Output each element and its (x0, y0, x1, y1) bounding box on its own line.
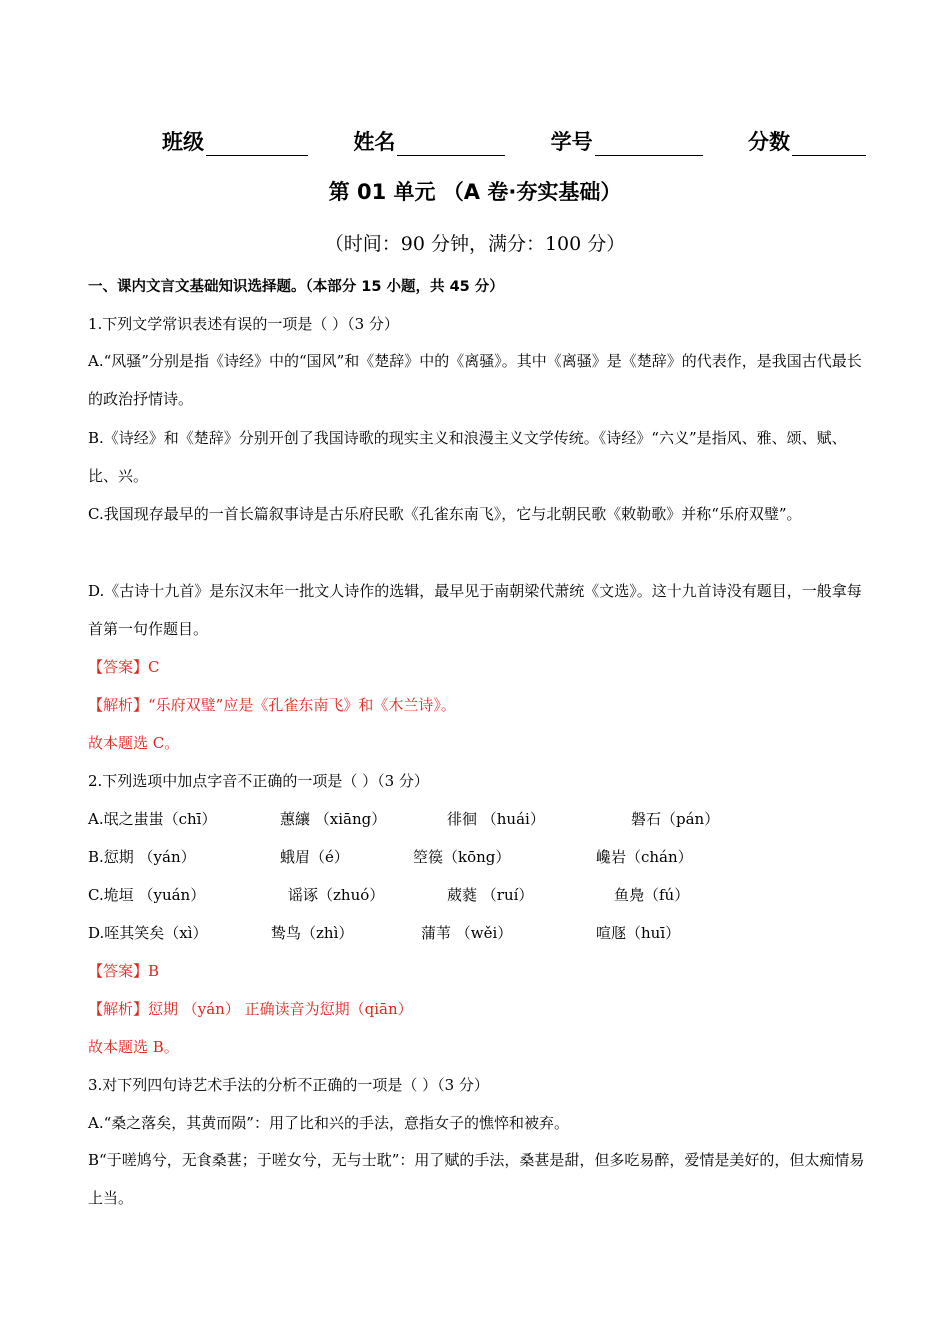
option-item: 蛾眉（é） (280, 848, 349, 866)
question-3-option-b: B“于嗟鸠兮，无食桑葚；于嗟女兮，无与士耽”：用了赋的手法，桑葚是甜，但多吃易醉，爱情是美好的，但太痴情易上当。 (88, 1151, 865, 1207)
name-field[interactable] (353, 126, 505, 156)
page-subtitle: （时间：90 分钟，满分：100 分） (324, 233, 626, 255)
class-field[interactable] (162, 126, 308, 156)
option-item: A.氓之蚩蚩（chī） (88, 810, 217, 828)
option-item: C.垝垣 （yuán） (88, 886, 206, 904)
option-item: 鸷鸟（zhì） (271, 924, 354, 942)
score-field[interactable] (748, 126, 866, 156)
student-id-label: 学号 (550, 130, 593, 154)
option-item: 箜篌（kōng） (413, 848, 511, 866)
option-item: 葳蕤 （ruí） (447, 886, 534, 904)
option-item: 鱼鳧（fú） (614, 886, 690, 904)
question-1-answer: 【答案】C (88, 658, 160, 676)
option-item: 磐石（pán） (631, 810, 720, 828)
option-item: 蒲苇 （wěi） (421, 924, 513, 942)
score-blank[interactable] (792, 133, 866, 156)
question-3-stem: 3.对下列四句诗艺术手法的分析不正确的一项是（ ）（3 分） (88, 1076, 489, 1094)
question-2-stem: 2.下列选项中加点字音不正确的一项是（ ）（3 分） (88, 772, 429, 790)
question-2-conclusion: 故本题选 B。 (88, 1038, 179, 1056)
student-info-header (162, 126, 866, 156)
option-item: B.愆期 （yán） (88, 848, 196, 866)
question-1-option-b: B.《诗经》和《楚辞》分别开创了我国诗歌的现实主义和浪漫主义文学传统。《诗经》“六义”是指风、雅、颂、赋、比、兴。 (88, 429, 847, 485)
question-1-analysis: 【解析】“乐府双璧”应是《孔雀东南飞》和《木兰诗》。 (88, 696, 456, 714)
question-2-answer: 【答案】B (88, 962, 160, 980)
class-label: 班级 (162, 130, 204, 154)
option-item: 徘徊 （huái） (447, 810, 545, 828)
class-blank[interactable] (206, 133, 308, 156)
page-title: 第 01 单元 （A 卷·夯实基础） (328, 180, 622, 204)
question-3-option-a: A.“桑之落矣，其黄而陨”：用了比和兴的手法，意指女子的憔悴和被弃。 (88, 1114, 569, 1132)
section-heading: 一、课内文言文基础知识选择题。（本部分 15 小题，共 45 分） (88, 279, 504, 295)
option-item: 喧豗（huī） (596, 924, 681, 942)
question-1-stem: 1.下列文学常识表述有误的一项是（ ）（3 分） (88, 315, 399, 333)
question-1-option-a: A.“风骚”分别是指《诗经》中的“国风”和《楚辞》中的《离骚》。其中《离骚》是《楚辞》的代表作，是我国古代最长的政治抒情诗。 (88, 352, 862, 408)
student-id-field[interactable] (551, 126, 703, 156)
name-blank[interactable] (397, 133, 505, 156)
option-item: 蕙纕 （xiāng） (280, 810, 387, 828)
question-1-option-d: D.《古诗十九首》是东汉末年一批文人诗作的选辑，最早见于南朝梁代萧统《文选》。这十九首诗没有题目，一般拿每首第一句作题目。 (88, 582, 862, 638)
question-1-conclusion: 故本题选 C。 (88, 734, 180, 752)
question-1-option-c: C.我国现存最早的一首长篇叙事诗是古乐府民歌《孔雀东南飞》，它与北朝民歌《敕勒歌》并称“乐府双璧”。 (88, 505, 802, 523)
score-label: 分数 (747, 130, 790, 154)
name-label: 姓名 (353, 130, 396, 154)
question-2-analysis: 【解析】愆期 （yán） 正确读音为愆期（qiān） (88, 1000, 413, 1018)
option-item: D.咥其笑矣（xì） (88, 924, 208, 942)
student-id-blank[interactable] (595, 133, 703, 156)
option-item: 巉岩（chán） (596, 848, 693, 866)
option-item: 谣诼（zhuó） (288, 886, 385, 904)
